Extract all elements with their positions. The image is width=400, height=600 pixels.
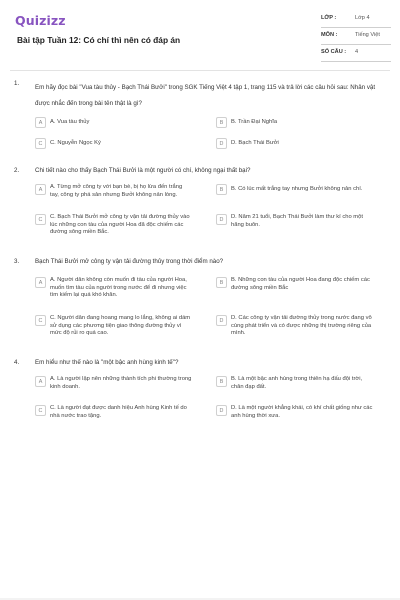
option-text: B. Những con tàu của người Hoa đang độc chiếm các đường sông miền Bắc xyxy=(231,277,370,291)
option-letter-badge: B xyxy=(216,376,227,387)
meta-value: Lớp 4 xyxy=(355,15,370,21)
option-letter-badge: D xyxy=(216,315,227,326)
option-letter-badge: A xyxy=(35,117,46,128)
option-letter-badge: D xyxy=(216,138,227,149)
option-d[interactable] xyxy=(216,138,373,149)
meta-row-subject xyxy=(321,29,391,45)
meta-label: MÔN : xyxy=(321,32,338,38)
option-text: B. Có lúc mất trắng tay nhưng Bưởi không nản chí. xyxy=(231,186,363,192)
option-d[interactable] xyxy=(216,405,373,420)
question-text: Bạch Thái Bưởi mở công ty vận tải đường thủy trong thời điểm nào? xyxy=(35,258,224,265)
header-divider xyxy=(10,70,390,71)
question-number: 3. xyxy=(14,258,20,265)
worksheet-header xyxy=(15,12,387,62)
option-c[interactable] xyxy=(35,214,192,237)
option-text: C. Là người đạt được danh hiệu Anh hùng Kinh tế do nhà nước trao tặng. xyxy=(50,405,187,419)
option-letter-badge: C xyxy=(35,405,46,416)
option-letter-badge: A xyxy=(35,184,46,195)
option-letter-badge: D xyxy=(216,214,227,225)
quizizz-logo: Quizizz xyxy=(15,13,66,28)
meta-label: SỐ CÂU : xyxy=(321,49,347,55)
option-text: C. Bạch Thái Bưởi mở công ty vận tải đường thủy vào lúc những con tàu của người Hoa đã độc chiếm các đường sông miền Bắc. xyxy=(50,214,190,236)
option-text: A. Vua tàu thủy xyxy=(50,119,90,125)
option-b[interactable] xyxy=(216,117,373,128)
option-text: A. Người dân không còn muốn đi tàu của người Hoa, muốn tìm tàu của người trong nước để đi nhưng việc tìm kiếm lại quá khó khăn. xyxy=(50,277,187,299)
option-text: B. Là một bậc anh hùng trong thiên hạ đấu đội trời, chân đạp đất. xyxy=(231,376,363,390)
option-b[interactable] xyxy=(216,277,373,292)
option-c[interactable] xyxy=(35,405,192,420)
meta-row-question-count xyxy=(321,46,391,62)
option-c[interactable] xyxy=(35,315,192,338)
option-letter-badge: B xyxy=(216,277,227,288)
option-a[interactable] xyxy=(35,184,192,199)
option-text: D. Bạch Thái Bưởi xyxy=(231,140,279,146)
option-a[interactable] xyxy=(35,277,192,300)
question-number: 1. xyxy=(14,80,20,87)
question-number: 2. xyxy=(14,167,20,174)
option-letter-badge: B xyxy=(216,117,227,128)
worksheet-title: Bài tập Tuần 12: Có chí thì nên có đáp án xyxy=(17,35,181,45)
question-number: 4. xyxy=(14,359,20,366)
option-b[interactable] xyxy=(216,184,373,195)
option-a[interactable] xyxy=(35,376,192,391)
option-letter-badge: C xyxy=(35,315,46,326)
option-letter-badge: B xyxy=(216,184,227,195)
meta-row-grade xyxy=(321,12,391,28)
worksheet-meta xyxy=(321,12,391,63)
option-letter-badge: C xyxy=(35,214,46,225)
option-letter-badge: A xyxy=(35,376,46,387)
option-text: B. Trần Đại Nghĩa xyxy=(231,119,278,125)
option-letter-badge: D xyxy=(216,405,227,416)
option-b[interactable] xyxy=(216,376,373,391)
option-letter-badge: A xyxy=(35,277,46,288)
option-text: C. Người dân đang hoang mang lo lắng, không ai dám sử dụng các phương tiện giao thông đường thủy vì mức độ rủi ro quá cao. xyxy=(50,315,191,337)
meta-value: Tiếng Việt xyxy=(355,32,380,38)
option-text: D. Các công ty vận tải đường thủy trong nước đang vô cùng phát triển và có được những thị trường riêng của mình. xyxy=(231,315,372,337)
option-c[interactable] xyxy=(35,138,192,149)
option-text: A. Là người lập nên những thành tích phi thường trong kinh doanh. xyxy=(50,376,192,390)
meta-value: 4 xyxy=(355,49,359,55)
question-text: Em hãy đọc bài "Vua tàu thủy - Bạch Thái Bưởi" trong SGK Tiếng Việt 4 tập 1, trang 115 và trả lời các câu hỏi sau: Nhân vật được nhắc đến trong bài tên thật là gì? xyxy=(35,84,376,107)
question-text: Em hiểu như thế nào là "một bậc anh hùng kinh tế"? xyxy=(35,359,179,366)
option-text: D. Năm 21 tuổi, Bạch Thái Bưởi làm thư kí cho một hãng buôn. xyxy=(231,214,363,228)
option-text: A. Từng mở công ty với bạn bè, bị họ lừa đến trắng tay, công ty phá sản nhưng Bưởi không nản lòng. xyxy=(50,184,183,198)
option-a[interactable] xyxy=(35,117,192,128)
meta-label: LỚP : xyxy=(321,15,337,21)
option-letter-badge: C xyxy=(35,138,46,149)
option-text: C. Nguyễn Ngọc Ký xyxy=(50,140,101,146)
question-text: Chi tiết nào cho thấy Bạch Thái Bưởi là một người có chí, không ngại thất bại? xyxy=(35,167,251,174)
option-text: D. Là một người khẳng khái, có khí chất giống như các anh hùng thời xưa. xyxy=(231,405,373,419)
option-d[interactable] xyxy=(216,315,373,338)
option-d[interactable] xyxy=(216,214,373,229)
